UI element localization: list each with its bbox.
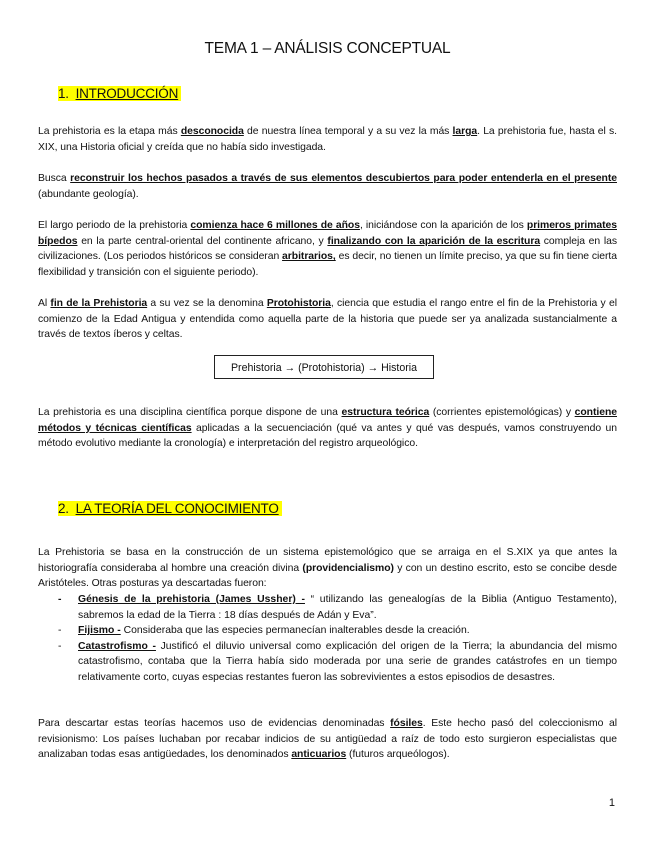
section-number: 1. (58, 86, 69, 101)
list-item: - Fijismo - Consideraba que las especies permanecían inalterables desde la creación. (58, 625, 470, 637)
list-item: - Catastrofismo - Justificó el diluvio universal como explicación del origen de la Tierra; la abundancia del mismo catastrofismo, contaba que la Tierra había sido moderada por una serie de grandes catástrofes en un tiempo relativamente corto, cuyas especias restantes fueron las sobrevivientes a estos episodios de desastres. (58, 640, 617, 683)
page-number: 1 (608, 797, 615, 809)
list-item: - Génesis de la prehistoria (James Ussher) - “ utilizando las genealogías de la Biblia (Antiguo Testamento), sabremos la edad de la Tierra : 18 días después de Adán y Eva”. (58, 594, 617, 621)
timeline-box: Prehistoria → (Protohistoria) → Historia (214, 355, 434, 379)
paragraph: El largo periodo de la prehistoria comienza hace 6 millones de años, iniciándose con la aparición de los primeros primates bípedos en la parte central-oriental del continente africano, y finalizando con la aparición de la escritura compleja en las civilizaciones. (Los periodos históricos se consideran arbitrarios, es decir, no tienen un límite preciso, ya que su fin tiene cierta flexibilidad y transición con el siguiente periodo). (38, 220, 618, 278)
section-heading-teoria (58, 499, 282, 519)
page-title: TEMA 1 – ANÁLISIS CONCEPTUAL (204, 40, 451, 57)
section-title: LA TEORÍA DEL CONOCIMIENTO (75, 501, 279, 516)
postures-list (38, 592, 617, 686)
paragraph: Para descartar estas teorías hacemos uso de evidencias denominadas fósiles. Este hecho pasó del coleccionismo al revisionismo: Los países luchaban por recabar indicios de su antigüedad a raíz de todo esto surgieron especialistas que analizaban todas esas antigüedades, los denominados anticuarios (futuros arqueólogos). (38, 718, 617, 761)
paragraph: Busca reconstruir los hechos pasados a través de sus elementos descubiertos para poder entenderla en el presente (abundante geología). (38, 173, 617, 200)
paragraph: La Prehistoria se basa en la construcción de un sistema epistemológico que se arraiga en el S.XIX ya que antes la historiografía consideraba al hombre una creación divina (providencialismo) y con un destino escrito, esto se concibe desde Aristóteles. Otras posturas ya descartadas fueron: (38, 547, 617, 590)
section-heading-introduccion (58, 84, 181, 104)
section-number: 2. (58, 501, 69, 516)
paragraph: La prehistoria es una disciplina científica porque dispone de una estructura teórica (corrientes epistemológicas) y contiene métodos y técnicas científicas aplicadas a la secuenciación (qué va antes y qué vas después, vamos construyendo un método evolutivo mediante la cronología) e interpretación del registro arqueológico. (38, 407, 617, 450)
section-title: INTRODUCCIÓN (75, 86, 179, 101)
paragraph: La prehistoria es la etapa más desconocida de nuestra línea temporal y a su vez la más larga. La prehistoria fue, hasta el s. XIX, una Historia oficial y creída que no había sido investigada. (38, 126, 617, 153)
paragraph: Al fin de la Prehistoria a su vez se la denomina Protohistoria, ciencia que estudia el rango entre el fin de la Prehistoria y el comienzo de la Edad Antigua y entendida como aquella parte de la historia que puede ser ya analizada sustancialmente a través de textos íberos y celtas. (38, 298, 617, 341)
